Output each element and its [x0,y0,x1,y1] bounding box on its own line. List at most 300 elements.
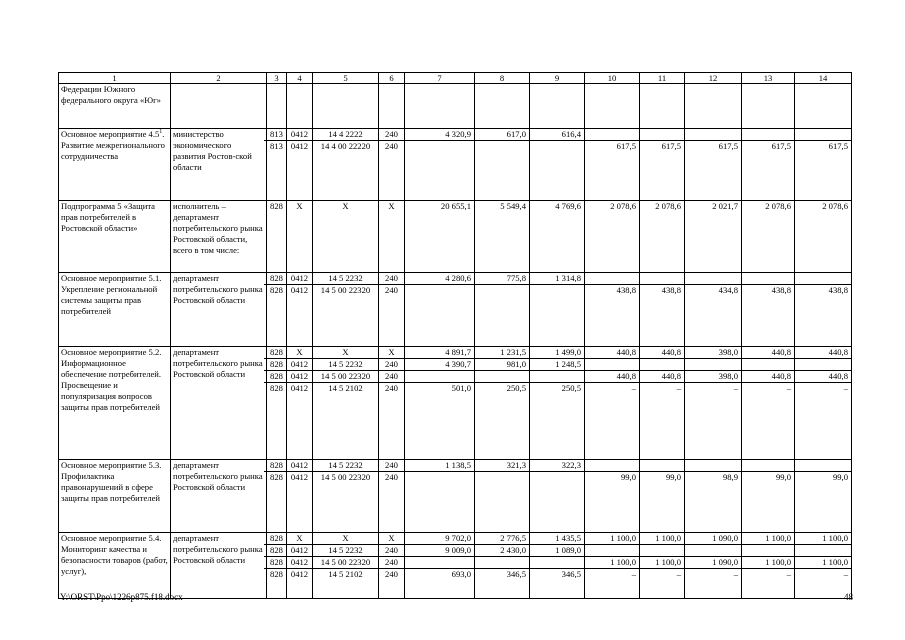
cell-value: 981,0 [475,358,529,370]
cell-value: 14 5 2232 [310,358,381,370]
cell-value [795,544,851,556]
value-cell [685,201,742,273]
value-cell [685,129,742,201]
cell-value: 1 090,0 [712,533,738,543]
cell-value [530,284,584,296]
value-cell [585,460,640,533]
cell-value: 14 5 2102 [310,382,381,394]
column-header: 9 [530,73,585,84]
cell-value: Х [388,347,395,357]
column-header: 1 [59,73,171,84]
cell-value: Х [342,201,349,211]
value-cell [475,460,530,533]
cell-value [797,273,848,284]
cell-value [642,460,681,471]
cell-value: 438,8 [795,284,851,296]
table-row [59,347,852,460]
cell-value: 1 100,0 [795,556,851,568]
cell-value: Х [296,347,303,357]
cell-value: 0412 [284,544,315,556]
measure-name: Основное мероприятие 4.5 [61,129,160,139]
cell-value: 828 [270,201,283,211]
header-row [59,73,852,84]
cell-value [475,471,529,483]
cell-value [744,460,791,471]
cell-value: 0412 [284,370,315,382]
cell-value [685,358,741,370]
cell-value: 240 [385,460,398,470]
value-cell [267,84,287,129]
cell-value: 434,8 [685,284,741,296]
cell-value: 0412 [290,129,309,139]
value-cell [742,84,795,129]
cell-value [530,140,584,152]
cell-value: 0412 [284,140,315,152]
value-cell [530,273,585,347]
cell-value: 2 078,6 [610,201,636,211]
cell-value: 398,0 [685,370,741,382]
value-cell [530,84,585,129]
cell-value: 828 [264,370,289,382]
value-cell [287,273,313,347]
cell-value: Х [342,347,349,357]
cell-value: 1 138,5 [445,460,471,470]
cell-value: 240 [385,273,398,283]
value-cell [685,273,742,347]
executor-cell [171,460,267,533]
value-cell [475,84,530,129]
value-cell [405,129,475,201]
cell-value: – [585,382,639,394]
cell-value: 2 078,6 [765,201,791,211]
value-cell [475,533,530,599]
cell-value [530,471,584,483]
value-cell [795,84,852,129]
cell-value: 1 089,0 [530,544,584,556]
cell-value: 99,0 [742,471,794,483]
cell-value: 14 5 00 22320 [310,370,381,382]
cell-value: – [742,382,794,394]
cell-value: 4 390,7 [405,358,474,370]
file-path: Y:\ORST\Ppo\1226p875.f18.docx [60,592,183,602]
value-cell [405,273,475,347]
cell-value: 0412 [290,273,309,283]
value-cell [795,347,852,460]
executor-cell [171,84,267,129]
cell-value [405,471,474,483]
cell-value: Х [388,201,395,211]
cell-value: 99,0 [640,471,684,483]
value-cell [585,347,640,460]
column-header: 13 [742,73,795,84]
measure-name-cell [59,533,171,599]
cell-value: 828 [264,556,289,568]
value-cell [287,129,313,201]
cell-value: 438,8 [585,284,639,296]
value-cell [379,460,405,533]
cell-value: Х [388,533,395,543]
value-cell [685,460,742,533]
table-row [59,84,852,129]
column-header: 3 [267,73,287,84]
cell-value [742,358,794,370]
value-cell [475,273,530,347]
value-cell [287,347,313,460]
value-cell [475,129,530,201]
cell-value: 240 [376,382,407,394]
cell-value: – [640,568,684,580]
cell-value [642,129,681,140]
cell-value: 250,5 [530,382,584,394]
cell-value: 240 [376,358,407,370]
value-cell [585,129,640,201]
cell-value [475,556,529,568]
value-cell [640,347,685,460]
executor-cell [171,129,267,201]
cell-value [585,358,639,370]
cell-value: 775,8 [506,273,526,283]
cell-value: 2 078,6 [822,201,848,211]
cell-value: 440,8 [661,347,681,357]
value-cell [313,273,379,347]
cell-value [405,370,474,382]
measure-name-rest: . Развитие межрегионального сотрудничества [61,129,165,161]
cell-value [587,460,636,471]
value-cell [313,347,379,460]
cell-value: 0412 [284,382,315,394]
column-header: 5 [313,73,379,84]
value-cell [640,460,685,533]
cell-value: 828 [264,284,289,296]
value-cell [685,347,742,460]
cell-value [640,358,684,370]
executor-cell [171,347,267,460]
value-cell [640,129,685,201]
value-cell [379,129,405,201]
value-cell [313,129,379,201]
cell-value: 438,8 [640,284,684,296]
value-cell [405,201,475,273]
cell-value: – [742,568,794,580]
cell-value: 828 [264,471,289,483]
cell-value: 346,5 [475,568,529,580]
cell-value: 322,3 [561,460,581,470]
cell-value: 813 [264,140,289,152]
cell-value: 98,9 [685,471,741,483]
value-cell [795,273,852,347]
measure-name-cell [59,201,171,273]
cell-value: 2 776,5 [500,533,526,543]
cell-value [744,129,791,140]
cell-value: 4 280,6 [445,273,471,283]
cell-value: 99,0 [585,471,639,483]
cell-value [640,544,684,556]
cell-value: 14 5 00 22320 [310,284,381,296]
cell-value: 1 100,0 [585,556,639,568]
cell-value: 1 100,0 [655,533,681,543]
cell-value [742,544,794,556]
cell-value [475,284,529,296]
value-cell [795,460,852,533]
cell-value: 440,8 [795,370,851,382]
cell-value: – [585,568,639,580]
value-cell [379,273,405,347]
cell-value: 440,8 [616,347,636,357]
value-cell [640,201,685,273]
column-header: 2 [171,73,267,84]
value-cell [287,201,313,273]
cell-value: 9 009,0 [405,544,474,556]
cell-value: Х [296,533,303,543]
cell-value: 240 [376,544,407,556]
cell-value: 438,8 [742,284,794,296]
cell-value: 240 [385,129,398,139]
measure-name-cell [59,273,171,347]
cell-value: 501,0 [405,382,474,394]
value-cell [287,84,313,129]
table-row [59,201,852,273]
cell-value: 1 231,5 [500,347,526,357]
cell-value: 240 [376,140,407,152]
cell-value: 2 430,0 [475,544,529,556]
value-cell [640,533,685,599]
value-cell [585,273,640,347]
cell-value [797,460,848,471]
cell-value: 693,0 [405,568,474,580]
cell-value [530,370,584,382]
cell-value: 20 655,1 [440,201,471,211]
cell-value: 828 [270,347,283,357]
value-cell [379,347,405,460]
cell-value: – [795,382,851,394]
value-cell [585,84,640,129]
value-cell [585,201,640,273]
value-cell [379,84,405,129]
table-row [59,273,852,347]
cell-value: 440,8 [828,347,848,357]
cell-value: 0412 [284,568,315,580]
value-cell [742,347,795,460]
cell-value: 828 [264,382,289,394]
page-number: 48 [844,592,853,602]
executor-name: департамент потребительского рынка Ростовской области [173,347,263,379]
cell-value: 14 5 00 22320 [310,556,381,568]
executor-name: министерство экономического развития Ростов-ской области [173,129,252,172]
cell-value: 616,4 [561,129,581,139]
cell-value: – [795,568,851,580]
column-header: 12 [685,73,742,84]
cell-value: 1 499,0 [555,347,581,357]
cell-value: 440,8 [640,370,684,382]
cell-value: 4 769,6 [555,201,581,211]
value-cell [287,460,313,533]
cell-value: 99,0 [795,471,851,483]
cell-value: 240 [376,284,407,296]
cell-value [642,273,681,284]
value-cell [640,273,685,347]
value-cell [742,460,795,533]
cell-value: 9 702,0 [445,533,471,543]
cell-value: 2 021,7 [712,201,738,211]
cell-value: 321,3 [506,460,526,470]
cell-value: 14 5 00 22320 [310,471,381,483]
cell-value: 14 5 2232 [328,460,363,470]
cell-value: 828 [264,358,289,370]
column-header: 7 [405,73,475,84]
cell-value: 14 5 2102 [310,568,381,580]
budget-table [58,72,852,599]
cell-value: – [685,382,741,394]
value-cell [585,533,640,599]
cell-value: 14 4 00 22220 [310,140,381,152]
value-cell [742,201,795,273]
value-cell [379,533,405,599]
measure-name: Основное мероприятие 5.2. Информационное обеспечение потребителей. Просвещение и популяризация вопросов защиты прав потребителей [61,347,162,412]
value-cell [267,201,287,273]
cell-value: 0412 [284,358,315,370]
column-header: 11 [640,73,685,84]
value-cell [530,347,585,460]
column-header: 6 [379,73,405,84]
cell-value: 828 [270,460,283,470]
cell-value: 1 090,0 [685,556,741,568]
value-cell [795,201,852,273]
value-cell [405,533,475,599]
cell-value: 617,5 [685,140,741,152]
cell-value: 250,5 [475,382,529,394]
cell-value [585,544,639,556]
value-cell [685,84,742,129]
cell-value: 617,5 [585,140,639,152]
value-cell [313,201,379,273]
value-cell [530,533,585,599]
cell-value: 0412 [284,471,315,483]
executor-name: департамент потребительского рынка Ростовской области [173,273,263,305]
value-cell [795,533,852,599]
cell-value: 617,0 [506,129,526,139]
value-cell [742,533,795,599]
cell-value: 828 [264,544,289,556]
value-cell [530,129,585,201]
cell-value [797,129,848,140]
cell-value: 440,8 [742,370,794,382]
cell-value: 240 [376,556,407,568]
value-cell [313,84,379,129]
value-cell [405,84,475,129]
value-cell [405,347,475,460]
cell-value [687,129,738,140]
cell-value [587,273,636,284]
value-cell [530,460,585,533]
table-row [59,533,852,599]
value-cell [405,460,475,533]
cell-value: 440,8 [771,347,791,357]
cell-value: 346,5 [530,568,584,580]
cell-value: – [640,382,684,394]
cell-value: 240 [376,370,407,382]
measure-name-cell [59,460,171,533]
cell-value [744,273,791,284]
value-cell [742,129,795,201]
value-cell [379,201,405,273]
value-cell [640,84,685,129]
cell-value [795,358,851,370]
value-cell [287,533,313,599]
cell-value: 1 100,0 [742,556,794,568]
cell-value: 0412 [290,460,309,470]
cell-value: 813 [270,129,283,139]
measure-name: Федерации Южного федерального округа «Юг» [61,84,161,105]
cell-value: 0412 [284,284,315,296]
cell-value [405,556,474,568]
cell-value: 1 314,8 [555,273,581,283]
executor-cell [171,533,267,599]
measure-name: Основное мероприятие 5.1. Укрепление региональной системы защиты прав потребителей [61,273,162,316]
cell-value: 617,5 [742,140,794,152]
cell-value: 828 [270,273,283,283]
table-row [59,129,852,201]
measure-name-cell [59,347,171,460]
cell-value: 1 248,5 [530,358,584,370]
cell-value [475,140,529,152]
cell-value [687,273,738,284]
cell-value [475,370,529,382]
value-cell [313,533,379,599]
cell-value: 240 [376,568,407,580]
cell-value [405,284,474,296]
cell-value: Х [342,533,349,543]
executor-name: исполнитель – департамент потребительского рынка Ростовской области, всего в том числе: [173,201,263,255]
value-cell [530,201,585,273]
cell-value [587,129,636,140]
table-row [59,460,852,533]
executor-cell [171,201,267,273]
cell-value: 14 5 2232 [328,273,363,283]
cell-value: 2 078,6 [655,201,681,211]
executor-name: департамент потребительского рынка Ростовской области [173,533,263,565]
cell-value: 240 [376,471,407,483]
cell-value: 828 [270,533,283,543]
cell-value: 4 891,7 [445,347,471,357]
cell-value: 617,5 [640,140,684,152]
measure-name: Основное мероприятие 5.3. Профилактика правонарушений в сфере защиты прав потребителей [61,460,162,503]
cell-value: 1 100,0 [640,556,684,568]
value-cell [742,273,795,347]
cell-value [405,140,474,152]
column-header: 10 [585,73,640,84]
cell-value: 617,5 [795,140,851,152]
cell-value: 5 549,4 [500,201,526,211]
executor-cell [171,273,267,347]
cell-value: 1 100,0 [822,533,848,543]
footnote-mark: 1 [159,129,163,136]
cell-value: Х [296,201,303,211]
measure-name: Подпрограмма 5 «Защита прав потребителей в Ростовской области» [61,201,155,233]
table-body [59,84,852,599]
value-cell [475,347,530,460]
cell-value: 0412 [284,556,315,568]
cell-value: 828 [264,568,289,580]
cell-value [687,460,738,471]
measure-name-cell [59,129,171,201]
cell-value: 1 100,0 [610,533,636,543]
measure-name-cell [59,84,171,129]
column-header: 14 [795,73,852,84]
value-cell [685,533,742,599]
cell-value: 1 100,0 [765,533,791,543]
cell-value: 440,8 [585,370,639,382]
cell-value: – [685,568,741,580]
